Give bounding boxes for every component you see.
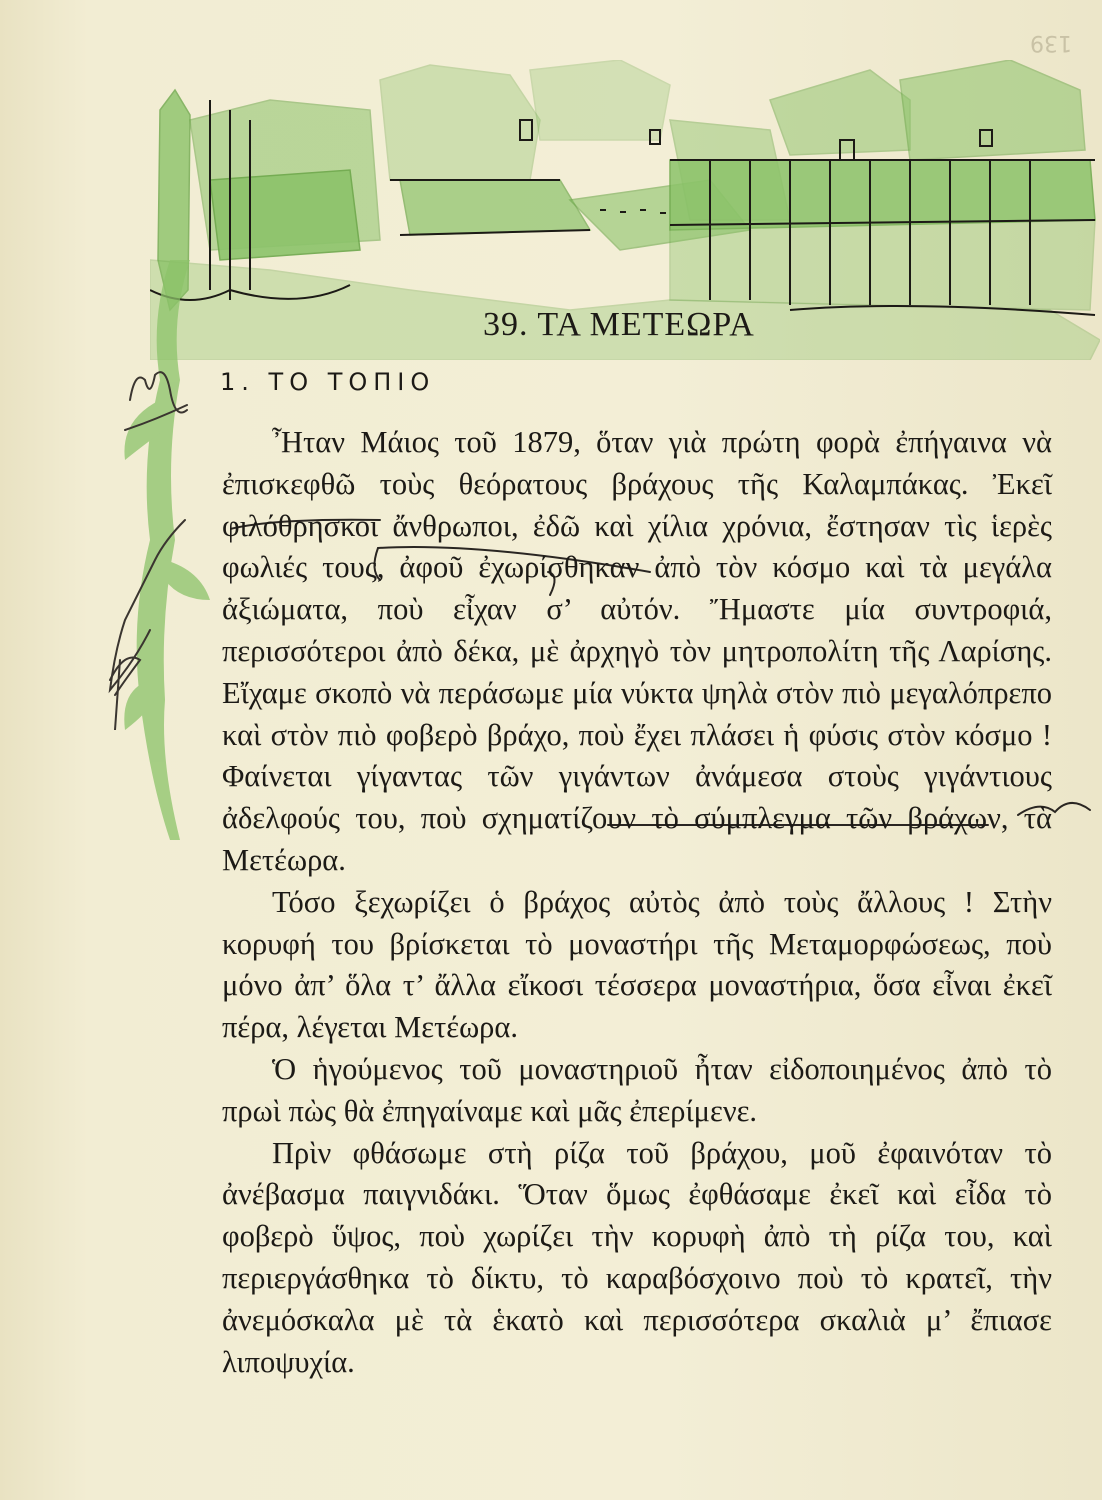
paragraph: Ἦταν Μάιος τοῦ 1879, ὅταν γιὰ πρώτη φορὰ ἐπήγαινα νὰ ἐπισκεφθῶ τοὺς θεόρατους βράχους τῆς Καλαμπάκας. Ἐκεῖ φιλόθρησκοι ἄνθρωποι, ἐδῶ καὶ χίλια χρόνια, ἔστησαν τὶς ἱερὲς φωλιές τους, ἀφοῦ ἐχωρίσθηκαν ἀπὸ τὸν κόσμο καὶ τὰ μεγάλα ἀξιώματα, ποὺ εἶχαν σ’ αὐτόν. Ἤμαστε μία συντροφιά, περισσότεροι ἀπὸ δέκα, μὲ ἀρχηγὸ τὸν μητροπολίτη τῆς Λαρίσης. Εἴχαμε σκοπὸ νὰ περάσωμε μία νύκτα ψηλὰ στὸν πιὸ μεγαλόπρεπο καὶ στὸν πιὸ φοβερὸ βράχο, ποὺ ἔχει πλάσει ἡ φύσις στὸν κόσμο ! Φαίνεται γίγαντας τῶν γιγάντων ἀνάμεσα στοὺς γιγάντιους ἀδελφούς του, ποὺ σχηματίζουν τὸ σύμπλεγμα τῶν βράχων, τὰ Μετέωρα. — [222, 425, 1052, 877]
section-title: 1. ΤΟ ΤΟΠΙΟ — [220, 368, 436, 396]
body-text — [222, 422, 1052, 1383]
page-number: 139 — [1030, 30, 1072, 55]
chapter-title: 39. ΤΑ ΜΕΤΕΩΡΑ — [483, 306, 755, 343]
paragraph: Ὁ ἡγούμενος τοῦ μοναστηριοῦ ἦταν εἰδοποιημένος ἀπὸ τὸ πρωὶ πὼς θὰ ἐπηγαίναμε καὶ μᾶς ἐπερίμενε. — [222, 1051, 1052, 1128]
paragraph: Πρὶν φθάσωμε στὴ ρίζα τοῦ βράχου, μοῦ ἐφαινόταν τὸ ἀνέβασμα παιγνιδάκι. Ὅταν ὅμως ἐφθάσαμε ἐκεῖ καὶ εἶδα τὸ φοβερὸ ὕψος, ποὺ χωρίζει τὴν κορυφὴ ἀπὸ τὴ ρίζα του, καὶ περιεργάσθηκα τὸ δίκτυ, τὸ καραβόσχοινο ποὺ τὸ κρατεῖ, τὴν ἀνεμόσκαλα μὲ τὰ ἑκατὸ καὶ περισσότερα σκαλιὰ μ’ ἔπιασε λιποψυχία. — [222, 1135, 1052, 1379]
paragraph: Τόσο ξεχωρίζει ὁ βράχος αὐτὸς ἀπὸ τοὺς ἄλλους ! Στὴν κορυφή του βρίσκεται τὸ μοναστήρι τῆς Μεταμορφώσεως, ποὺ μόνο ἀπ’ ὅλα τ’ ἄλλα εἴκοσι τέσσερα μοναστήρια, ὅσα εἶναι ἐκεῖ πέρα, λέγεται Μετέωρα. — [222, 884, 1052, 1045]
vine-decoration — [120, 260, 220, 840]
